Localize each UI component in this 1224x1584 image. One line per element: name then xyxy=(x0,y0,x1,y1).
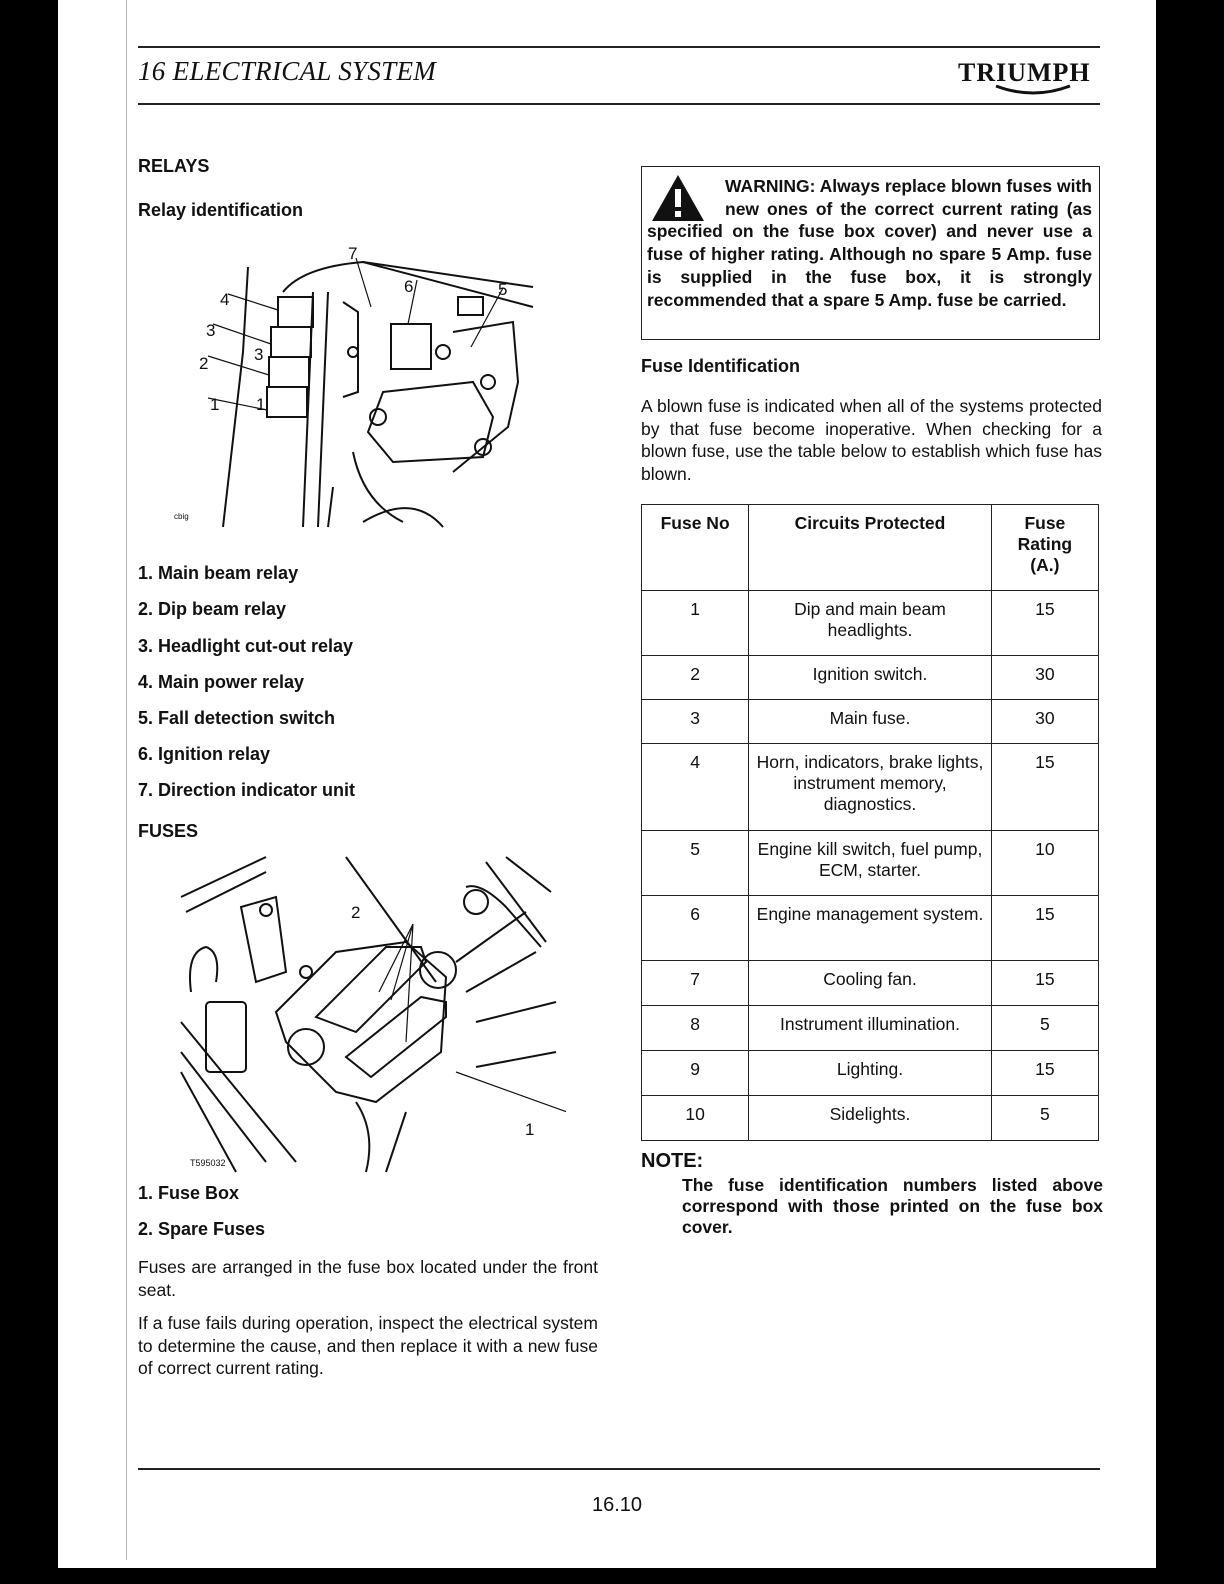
circuit-cell: Main fuse. xyxy=(749,700,992,744)
fuses-paragraph-1: Fuses are arranged in the fuse box located under the front seat. xyxy=(138,1257,598,1300)
circuit-cell: Horn, indicators, brake lights, instrument memory, diagnostics. xyxy=(749,744,992,831)
warning-icon-spacer xyxy=(647,175,725,219)
rating-cell: 15 xyxy=(991,591,1098,656)
fuse-figure-code: T595032 xyxy=(190,1158,226,1168)
fuse-no-cell: 8 xyxy=(642,1006,749,1051)
circuit-cell: Instrument illumination. xyxy=(749,1006,992,1051)
rating-cell: 15 xyxy=(991,896,1098,961)
table-row xyxy=(642,656,1099,700)
table-row xyxy=(642,961,1099,1006)
logo-swoosh-icon xyxy=(958,54,1098,98)
fuse-no-cell: 10 xyxy=(642,1096,749,1141)
fuse-no-cell: 9 xyxy=(642,1051,749,1096)
rating-cell: 30 xyxy=(991,700,1098,744)
relays-heading: RELAYS xyxy=(138,156,210,176)
relay-callout-1: 1 xyxy=(256,395,266,414)
table-row xyxy=(642,896,1099,961)
fuse-no-cell: 5 xyxy=(642,831,749,896)
rating-cell: 30 xyxy=(991,656,1098,700)
relay-callout-6: 6 xyxy=(404,277,414,296)
fuse-item-2: 2. Spare Fuses xyxy=(138,1219,266,1239)
rating-cell: 15 xyxy=(991,961,1098,1006)
column-header-fuse-no: Fuse No xyxy=(642,505,749,591)
warning-text xyxy=(647,175,1092,311)
relay-callout-7: 7 xyxy=(348,244,358,263)
warning-box xyxy=(641,166,1100,340)
table-row xyxy=(642,1096,1099,1141)
fuse-no-cell: 3 xyxy=(642,700,749,744)
circuit-cell: Engine kill switch, fuel pump, ECM, starter. xyxy=(749,831,992,896)
relay-callout-3: 3 xyxy=(254,345,264,364)
relay-figure-code: cbig xyxy=(174,512,189,521)
footer-rule xyxy=(138,1468,1100,1470)
brand-logo xyxy=(958,54,1098,98)
table-row xyxy=(642,591,1099,656)
note-title: NOTE: xyxy=(641,1150,704,1172)
relay-callout-3: 3 xyxy=(206,321,216,340)
relay-item-5: 5. Fall detection switch xyxy=(138,708,336,728)
fuse-callout-2: 2 xyxy=(351,903,361,922)
circuit-cell: Cooling fan. xyxy=(749,961,992,1006)
relay-callout-4: 4 xyxy=(220,290,230,309)
page-number: 16.10 xyxy=(592,1494,643,1516)
relay-callout-1: 1 xyxy=(210,395,220,414)
fuse-no-cell: 7 xyxy=(642,961,749,1006)
header-top-rule xyxy=(138,46,1100,48)
fuse-table xyxy=(641,504,1099,1141)
warning-message: WARNING: Always replace blown fuses with new ones of the correct current rating (as specified on the fuse box cover) and never use a fuse of higher rating. Although no spare 5 Amp. fuse is supplied in the fuse box, it is strongly recommended that a spare 5 Amp. fuse be carried. xyxy=(647,176,1092,310)
relay-item-4: 4. Main power relay xyxy=(138,672,305,692)
relay-item-7: 7. Direction indicator unit xyxy=(138,780,356,800)
rating-cell: 5 xyxy=(991,1006,1098,1051)
table-row xyxy=(642,831,1099,896)
circuit-cell: Engine management system. xyxy=(749,896,992,961)
fuse-box-figure xyxy=(176,852,566,1177)
column-header-rating: Fuse Rating (A.) xyxy=(991,505,1098,591)
rating-cell: 15 xyxy=(991,1051,1098,1096)
circuit-cell: Ignition switch. xyxy=(749,656,992,700)
fuse-table-header-row xyxy=(642,505,1099,591)
table-row xyxy=(642,700,1099,744)
fuse-callout-1: 1 xyxy=(525,1120,535,1139)
brand-logo-text: TRIUMPH xyxy=(958,58,1091,87)
circuit-cell: Lighting. xyxy=(749,1051,992,1096)
rating-cell: 15 xyxy=(991,744,1098,831)
fuses-paragraph-2: If a fuse fails during operation, inspect the electrical system to determine the cause, and then replace it with a new fuse of correct current rating. xyxy=(138,1313,598,1378)
relay-item-3: 3. Headlight cut-out relay xyxy=(138,636,354,656)
fuses-heading: FUSES xyxy=(138,821,199,841)
relay-callout-2: 2 xyxy=(199,354,209,373)
relay-identification-heading: Relay identification xyxy=(138,200,304,220)
fuse-item-1: 1. Fuse Box xyxy=(138,1183,240,1203)
relay-item-2: 2. Dip beam relay xyxy=(138,599,287,619)
table-row xyxy=(642,744,1099,831)
fuse-no-cell: 1 xyxy=(642,591,749,656)
manual-page xyxy=(58,0,1156,1568)
fuse-no-cell: 6 xyxy=(642,896,749,961)
relay-callout-5: 5 xyxy=(498,280,508,299)
table-row xyxy=(642,1006,1099,1051)
fuse-no-cell: 4 xyxy=(642,744,749,831)
relay-identification-figure xyxy=(153,232,553,532)
relay-item-6: 6. Ignition relay xyxy=(138,744,271,764)
rating-cell: 10 xyxy=(991,831,1098,896)
margin-line xyxy=(126,0,127,1560)
page-title: 16 ELECTRICAL SYSTEM xyxy=(138,56,437,86)
fuse-no-cell: 2 xyxy=(642,656,749,700)
circuit-cell: Sidelights. xyxy=(749,1096,992,1141)
relay-item-1: 1. Main beam relay xyxy=(138,563,299,583)
table-row xyxy=(642,1051,1099,1096)
column-header-circuits: Circuits Protected xyxy=(749,505,992,591)
note-body: The fuse identification numbers listed above correspond with those printed on the fuse box cover. xyxy=(682,1175,1103,1237)
fuse-identification-heading: Fuse Identification xyxy=(641,356,801,376)
header-bottom-rule xyxy=(138,103,1100,105)
rating-cell: 5 xyxy=(991,1096,1098,1141)
fuse-identification-intro: A blown fuse is indicated when all of the systems protected by that fuse become inoperative. When checking for a blown fuse, use the table below to establish which fuse has blown. xyxy=(641,396,1102,484)
circuit-cell: Dip and main beam headlights. xyxy=(749,591,992,656)
